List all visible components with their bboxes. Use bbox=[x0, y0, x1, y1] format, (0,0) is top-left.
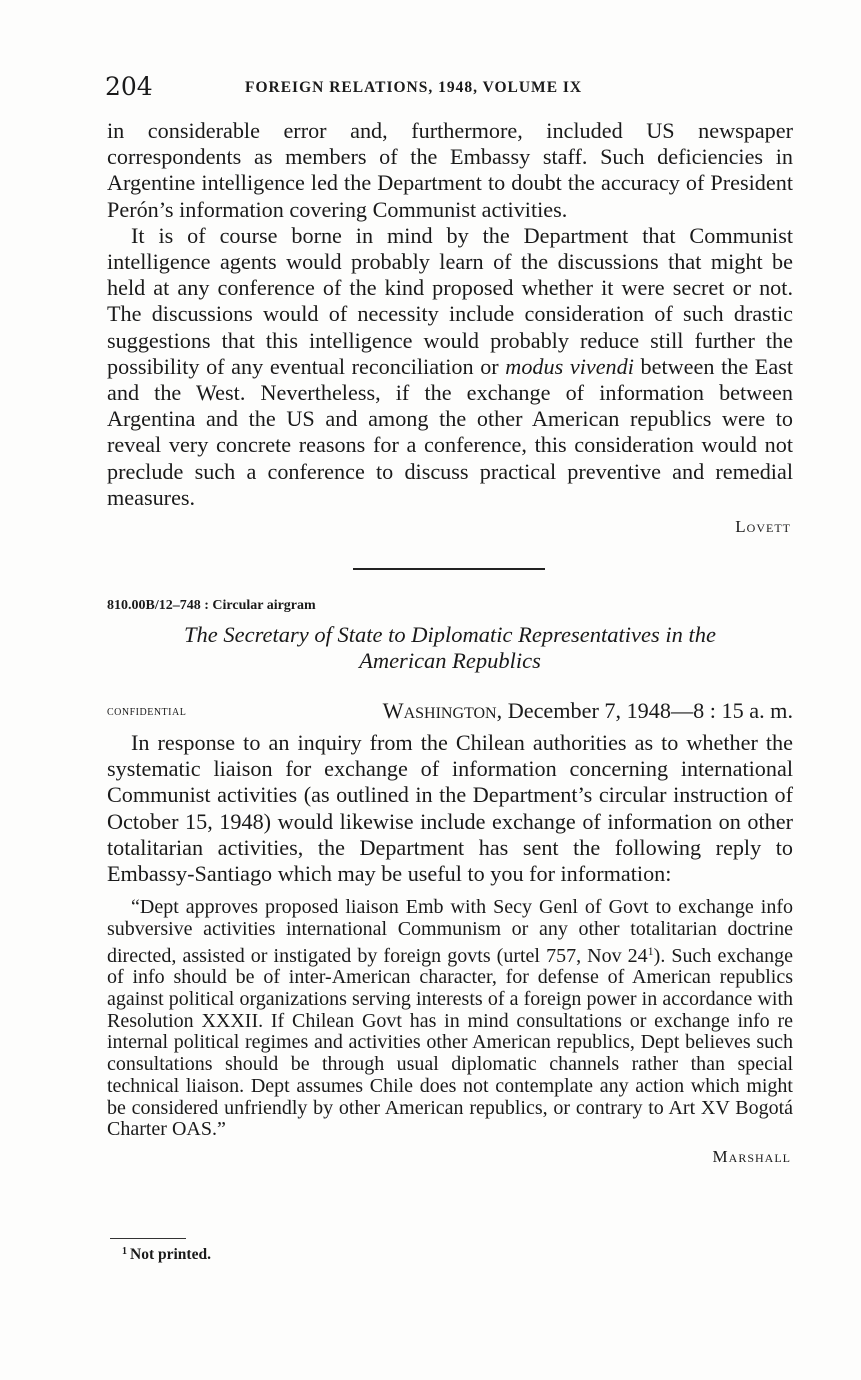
section-divider bbox=[353, 568, 545, 570]
doc1-paragraph-2-text-b: between the East and the West. Nevertheless, if the exchange of information between Argentina and the US and among the other American republics were to reveal very concrete reasons for a conference, this consideration would not preclude such a conference to discuss practical preventive and remedial measures. bbox=[107, 353, 793, 510]
footnote-marker: 1 bbox=[122, 1246, 127, 1257]
document-title-line-2: American Republics bbox=[359, 648, 541, 673]
doc1-paragraph-2 bbox=[107, 223, 793, 511]
place: Washington bbox=[382, 698, 497, 723]
document-2-body bbox=[107, 730, 793, 1167]
doc1-paragraph-1: in considerable error and, furthermore, included US newspaper correspondents as members of the Embassy staff. Such deficiencies in Argentine intelligence led the Department to doubt the accuracy of President Perón’s information covering Communist activities. bbox=[107, 118, 793, 222]
date: , December 7, 1948—8 : 15 a. m. bbox=[496, 698, 793, 723]
doc2-paragraph-1: In response to an inquiry from the Chilean authorities as to whether the systematic liaison for exchange of information concerning international Communist activities (as outlined in the Department’s circular instruction of October 15, 1948) would likewise include exchange of information on other totalitarian activities, the Department has sent the following reply to Embassy-Santiago which may be useful to you for information: bbox=[107, 730, 793, 887]
document-1-body bbox=[107, 118, 793, 537]
doc1-paragraph-2-text-a: It is of course borne in mind by the Department that Communist intelligence agents would probably learn of the discussions that might be held at any conference of the kind proposed whether it were secret or not. The discussions would of necessity include consideration of such drastic suggestions that this intelligence would probably reduce still further the possibility of any eventual reconciliation or bbox=[107, 222, 793, 379]
running-head: FOREIGN RELATIONS, 1948, VOLUME IX bbox=[245, 79, 583, 96]
doc1-paragraph-2-italic: modus vivendi bbox=[505, 353, 634, 379]
file-number: 810.00B/12–748 : Circular airgram bbox=[107, 598, 316, 613]
footnote-text: Not printed. bbox=[130, 1246, 211, 1263]
document-title-line-1: The Secretary of State to Diplomatic Representatives in the bbox=[184, 622, 716, 647]
doc1-signature: Lovett bbox=[735, 517, 791, 537]
dateline bbox=[107, 698, 793, 728]
footnote-reference: 1 bbox=[647, 943, 654, 958]
doc2-quoted-telegram bbox=[107, 897, 793, 1141]
quote-text-b: ). Such exchange of info should be of inter-American character, for defense of American republics against political organizations serving interests of a foreign power in accordance with Resolution XXXII. If Chilean Govt has in mind consultations or exchange info re internal political regimes and activities other American republics, Dept believes such consultations should be through usual diplomatic channels rather than special technical liaison. Dept assumes Chile does not contemplate any action which might be considered unfriendly by other American republics, or contrary to Art XV Bogotá Charter OAS.” bbox=[107, 944, 793, 1141]
place-date bbox=[383, 698, 793, 724]
doc2-signature: Marshall bbox=[712, 1146, 791, 1166]
footnote bbox=[122, 1246, 211, 1264]
classification-label: confidential bbox=[107, 704, 187, 719]
document-title bbox=[107, 622, 793, 674]
page-header bbox=[105, 72, 795, 106]
quote-text-a: “Dept approves proposed liaison Emb with Secy Genl of Govt to exchange info subversive activities international Communism or any other totalitarian doctrine directed, assisted or instigated by foreign govts (urtel 757, Nov 24 bbox=[107, 896, 793, 967]
page-number: 204 bbox=[105, 72, 153, 101]
footnote-rule bbox=[110, 1238, 186, 1239]
